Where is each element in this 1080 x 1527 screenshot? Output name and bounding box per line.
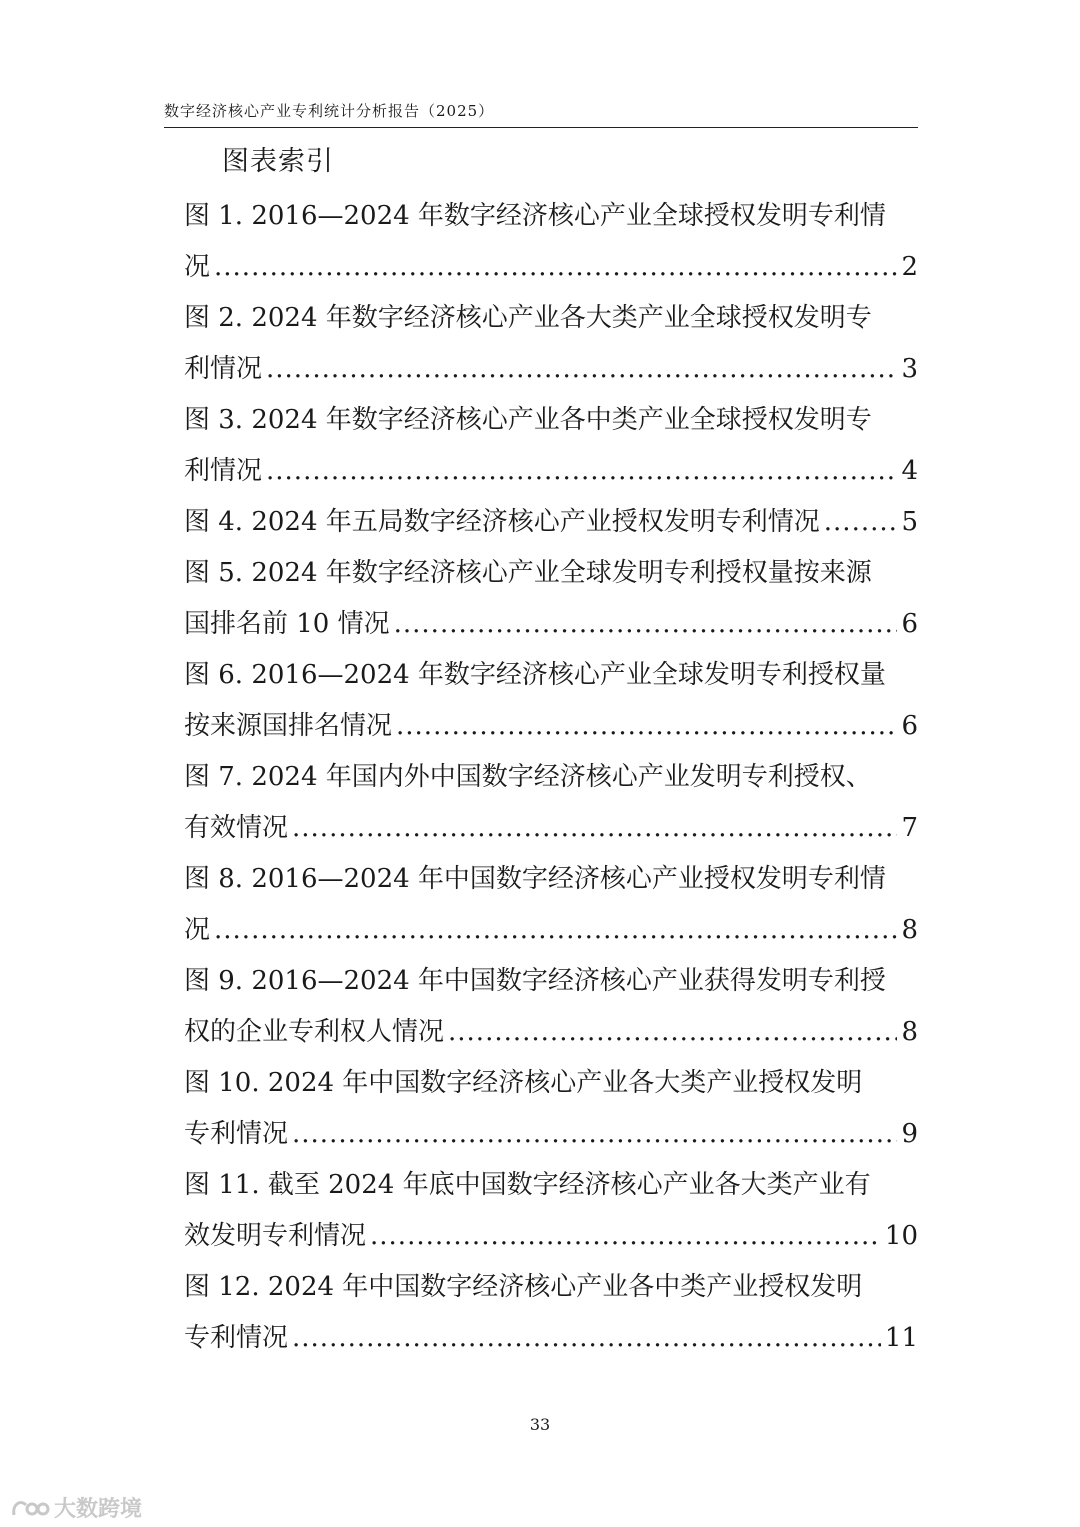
toc-entry[interactable] — [184, 548, 918, 650]
figure-index-list — [184, 191, 918, 1364]
toc-entry-title-cont: 有效情况 — [184, 813, 289, 843]
toc-entry[interactable] — [184, 293, 918, 395]
toc-entry[interactable] — [184, 395, 918, 497]
toc-entry-page: 2 — [901, 252, 918, 282]
toc-entry-title-cont: 况 — [184, 915, 211, 945]
toc-entry-page: 9 — [901, 1119, 918, 1149]
toc-entry-title-cont: 专利情况 — [184, 1323, 289, 1353]
toc-entry-title: 图 8. 2016—2024 年中国数字经济核心产业授权发明专利情 — [184, 864, 886, 894]
toc-entry-title: 图 1. 2016—2024 年数字经济核心产业全球授权发明专利情 — [184, 201, 886, 231]
section-title: 图表索引 — [222, 146, 334, 177]
toc-entry-title: 图 10. 2024 年中国数字经济核心产业各大类产业授权发明 — [184, 1068, 863, 1098]
toc-entry-page: 8 — [901, 915, 918, 945]
dot-leader — [396, 701, 897, 752]
toc-entry-page: 5 — [901, 507, 918, 537]
watermark — [10, 1492, 142, 1523]
toc-entry-title-cont: 国排名前 10 情况 — [184, 609, 390, 639]
dot-leader — [292, 803, 897, 854]
toc-entry-title: 图 6. 2016—2024 年数字经济核心产业全球发明专利授权量 — [184, 660, 886, 690]
toc-entry-title-cont: 按来源国排名情况 — [184, 711, 393, 741]
toc-entry[interactable] — [184, 497, 918, 548]
toc-entry-page: 4 — [901, 456, 918, 486]
dot-leader — [394, 599, 898, 650]
toc-entry-title-cont: 利情况 — [184, 456, 263, 486]
dot-leader — [448, 1007, 897, 1058]
toc-entry-title: 图 7. 2024 年国内外中国数字经济核心产业发明专利授权、 — [184, 762, 872, 792]
dot-leader — [824, 497, 898, 548]
toc-entry-title: 图 11. 截至 2024 年底中国数字经济核心产业各大类产业有 — [184, 1170, 871, 1200]
toc-entry-title-cont: 利情况 — [184, 354, 263, 384]
toc-entry-title: 图 3. 2024 年数字经济核心产业各中类产业全球授权发明专 — [184, 405, 872, 435]
toc-entry-title: 图 4. 2024 年五局数字经济核心产业授权发明专利情况 — [184, 507, 820, 537]
toc-entry-title: 图 12. 2024 年中国数字经济核心产业各中类产业授权发明 — [184, 1272, 863, 1302]
page-number: 33 — [529, 1415, 551, 1434]
dot-leader — [370, 1211, 881, 1262]
toc-entry[interactable] — [184, 191, 918, 293]
toc-entry-page: 6 — [901, 711, 918, 741]
toc-entry[interactable] — [184, 1058, 918, 1160]
dot-leader — [266, 446, 897, 497]
toc-entry-title-cont: 权的企业专利权人情况 — [184, 1017, 445, 1047]
toc-entry-page: 3 — [901, 354, 918, 384]
dot-leader — [266, 344, 897, 395]
toc-entry-title: 图 9. 2016—2024 年中国数字经济核心产业获得发明专利授 — [184, 966, 886, 996]
toc-entry-title-cont: 专利情况 — [184, 1119, 289, 1149]
dot-leader — [214, 242, 897, 293]
toc-entry[interactable] — [184, 650, 918, 752]
toc-entry-title-cont: 况 — [184, 252, 211, 282]
toc-entry-page: 8 — [901, 1017, 918, 1047]
toc-entry-page: 11 — [884, 1323, 918, 1353]
toc-entry[interactable] — [184, 752, 918, 854]
toc-entry-title: 图 5. 2024 年数字经济核心产业全球发明专利授权量按来源 — [184, 558, 872, 588]
toc-entry[interactable] — [184, 956, 918, 1058]
toc-entry-page: 7 — [901, 813, 918, 843]
toc-entry-title-cont: 效发明专利情况 — [184, 1221, 367, 1251]
brand-logo-icon — [10, 1495, 50, 1521]
dot-leader — [292, 1313, 881, 1364]
watermark-text: 大数跨境 — [54, 1497, 143, 1522]
toc-entry-page: 6 — [901, 609, 918, 639]
toc-entry[interactable] — [184, 1262, 918, 1364]
running-header: 数字经济核心产业专利统计分析报告（2025） — [164, 102, 495, 120]
dot-leader — [214, 905, 897, 956]
toc-entry[interactable] — [184, 854, 918, 956]
header-divider — [164, 127, 918, 128]
toc-entry-page: 10 — [884, 1221, 918, 1251]
dot-leader — [292, 1109, 897, 1160]
toc-entry-title: 图 2. 2024 年数字经济核心产业各大类产业全球授权发明专 — [184, 303, 872, 333]
toc-entry[interactable] — [184, 1160, 918, 1262]
